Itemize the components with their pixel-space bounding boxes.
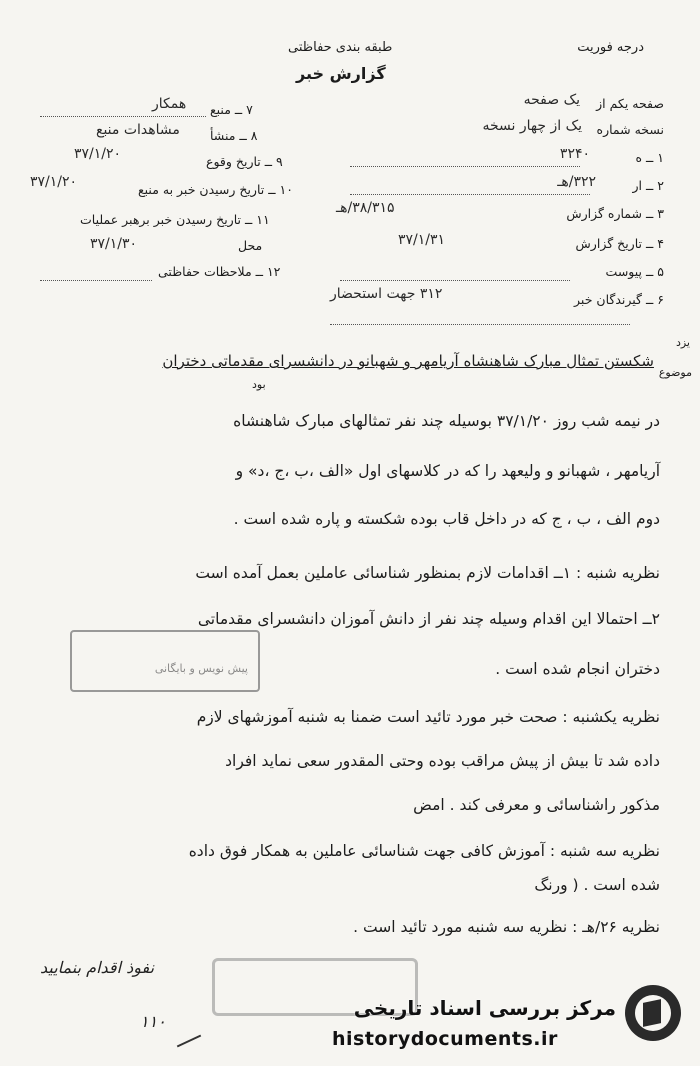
body-line-4: نظریه شنبه : ۱ــ اقدامات لازم بمنظور شناسائی عاملین بعمل آمده است [195,564,660,582]
receipt-source-value: ۳۷/۱/۲۰ [30,174,78,190]
field-2-value: ۳۲۲/هـ [557,174,596,190]
origin-label: ۸ ــ منشأ [210,128,258,143]
classification-label: طبقه بندی حفاظتی [288,40,393,55]
body-line-8: داده شد تا بیش از پیش مراقب بوده وحتی المقدور سعی نماید افراد [225,752,660,770]
recipients-label: ۶ ــ گیرندگان خبر [574,292,664,307]
field-2-label: ۲ ــ ار [632,178,664,193]
body-line-5: ۲ــ احتمالا این اقدام وسیله چند نفر از دانش آموزان دانشسرای مقدماتی [197,610,660,628]
place-label: محل [238,238,263,253]
security-notes-label: ۱۲ ــ ملاحظات حفاظتی [158,264,281,279]
body-line-2: آریامهر ، شهبانو و ولیعهد را که در کلاسهای اول «الف ،ب ،ج ،د» و [235,462,660,480]
field-2-dots [350,194,590,195]
watermark-title: مرکز بررسی اسناد تاریخی [353,996,616,1020]
leader-date-value: ۳۷/۱/۳۰ [90,236,138,252]
attachment-label: ۵ ــ پیوست [605,264,664,279]
receipt-source-label: ۱۰ ــ تاریخ رسیدن خبر به منبع [138,182,293,197]
body-line-10: نظریه سه شنبه : آموزش کافی جهت شناسائی عاملین به همکار فوق داده [188,842,660,860]
body-line-1: در نیمه شب روز ۳۷/۱/۲۰ بوسیله چند نفر تمثالهای مبارک شاهنشاه [233,412,660,430]
page-of-value: یک صفحه [523,92,580,108]
body-line-7: نظریه یکشنبه : صحت خبر مورد تائید است ضمنا به شنبه آموزشهای لازم [196,708,660,726]
body-line-12: نظریه ۲۶/هـ : نظریه سه شنبه مورد تائید است . [353,918,660,936]
urgency-label: درجه فوریت [577,40,644,55]
page-of-label: صفحه یکم از [596,96,664,111]
body-line-3: دوم الف ، ب ، ج که در داخل قاب بوده شکسته و پاره شده است . [233,510,660,528]
field-1-value: ۳۲۴۰ [559,146,590,162]
subject-label: موضوع [658,366,692,379]
report-number-label: ۳ ــ شماره گزارش [566,206,664,221]
occurrence-date-label: ۹ ــ تاریخ وقوع [206,154,283,169]
recipients-dots [330,324,630,325]
subject-insert: بود [252,378,266,391]
registry-stamp-text: پیش نویس و بایگانی [154,662,248,675]
report-title: گزارش خبر [296,64,386,83]
occurrence-date-value: ۳۷/۱/۲۰ [74,146,122,162]
report-date-label: ۴ ــ تاریخ گزارش [575,236,664,251]
report-number-value: ۳۸/۳۱۵/هـ [336,200,395,216]
body-line-11: شده است . ( ورنگ [534,876,660,894]
field-1-label: ۱ ــ ه [635,150,664,165]
source-value: همکار [152,96,187,112]
body-line-6: دختران انجام شده است . [495,660,660,678]
source-label: ۷ ــ منبع [210,102,253,117]
recipients-value: ۳۱۲ جهت استحضار [330,286,443,302]
report-date-value: ۳۷/۱/۳۱ [398,232,446,248]
handwritten-signature: نفوذ اقدام بنمایید [40,958,155,977]
copy-number-value: یک از چهار نسخه [482,118,582,134]
field-1-dots [350,166,580,167]
registry-stamp [70,630,260,692]
attachment-dots [340,280,570,281]
source-dots [40,116,206,117]
archive-logo-icon [625,985,681,1041]
body-line-9: مذکور راشناسائی و معرفی کند . امض [413,796,660,814]
subject-text: شکستن تمثال مبارک شاهنشاه آریامهر و شهبانو در دانشسرای مقدماتی دختران [162,352,654,370]
subject-city: یزد [675,336,690,349]
security-notes-dots [40,280,152,281]
origin-value: مشاهدات منبع [96,122,180,138]
receipt-leader-label: ۱۱ ــ تاریخ رسیدن خبر برهبر عملیات [80,212,270,227]
handwritten-mark: ۱۱۰ [140,1012,166,1031]
pen-stroke [177,1035,201,1048]
watermark-url: historydocuments.ir [332,1028,558,1050]
copy-number-label: نسخه شماره [596,122,664,137]
